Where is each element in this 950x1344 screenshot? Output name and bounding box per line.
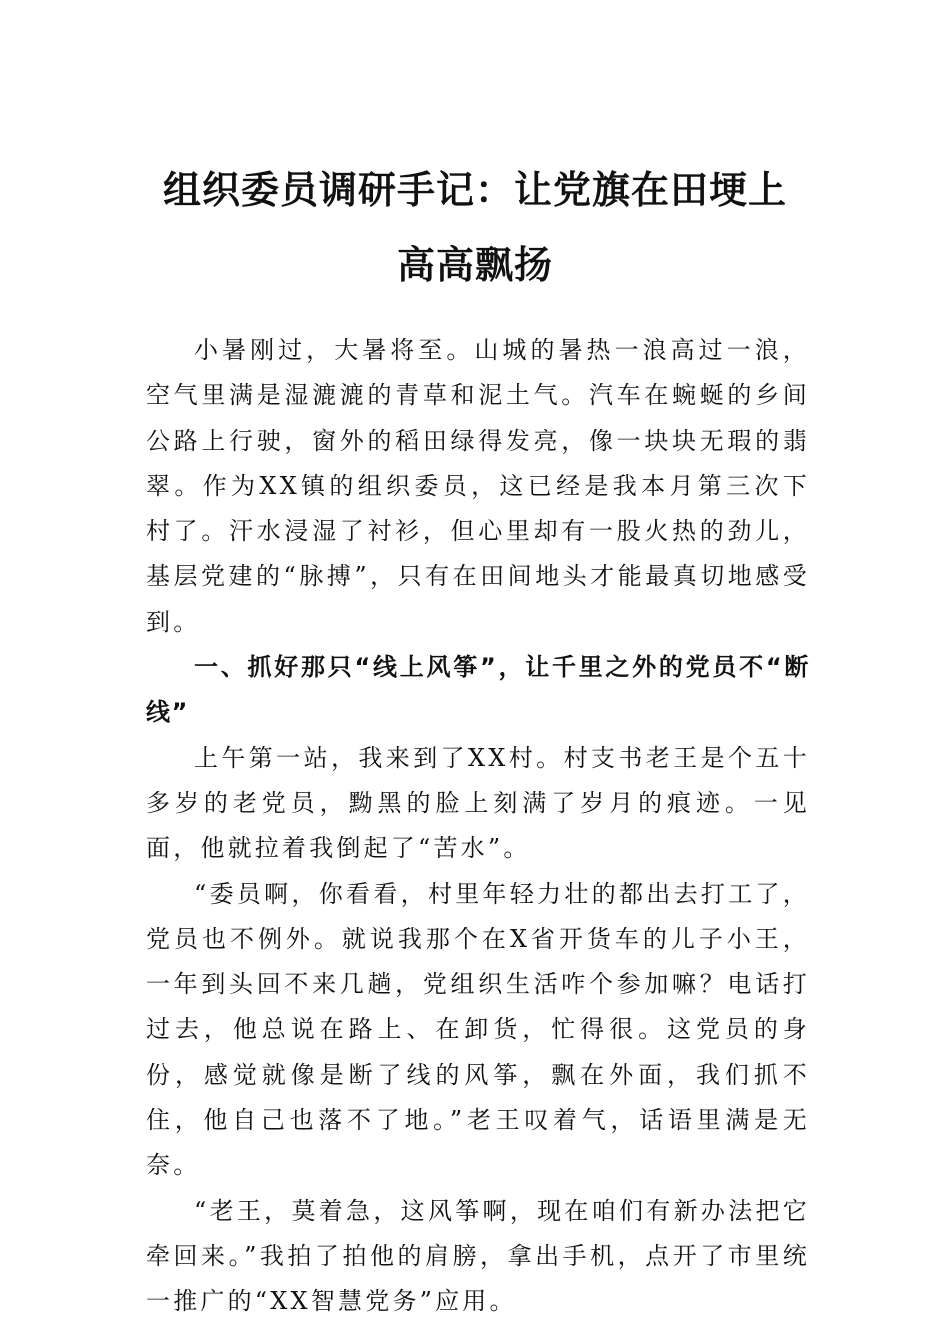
section-heading: 一、抓好那只“线上风筝”，让千里之外的党员不“断线” <box>146 653 810 727</box>
paragraph: “老王，莫着急，这风筝啊，现在咱们有新办法把它牵回来。”我拍了拍他的肩膀，拿出手机，点开了市里统一推广的“XX智慧党务”应用。 <box>146 1196 810 1316</box>
paragraph-intro: 小暑刚过，大暑将至。山城的暑热一浪高过一浪，空气里满是湿漉漉的青草和泥土气。汽车在蜿蜒的乡间公路上行驶，窗外的稻田绿得发亮，像一块块无瑕的翡翠。作为XX镇的组织委员，这已经是我本月第三次下村了。汗水浸湿了衬衫，但心里却有一股火热的劲儿，基层党建的“脉搏”，只有在田间地头才能最真切地感受到。 <box>146 336 810 636</box>
document-title: 组织委员调研手记：让党旗在田埂上高高飘扬 <box>162 167 787 287</box>
paragraph: 上午第一站，我来到了XX村。村支书老王是个五十多岁的老党员，黝黑的脸上刻满了岁月的痕迹。一见面，他就拉着我倒起了“苦水”。 <box>146 743 810 863</box>
document-body <box>146 328 810 1325</box>
paragraph: “委员啊，你看看，村里年轻力壮的都出去打工了，党员也不例外。就说我那个在X省开货车的儿子小王，一年到头回不来几趟，党组织生活咋个参加嘛？电话打过去，他总说在路上、在卸货，忙得很。这党员的身份，感觉就像是断了线的风筝，飘在外面，我们抓不住，他自己也落不了地。”老王叹着气，话语里满是无奈。 <box>146 879 810 1180</box>
